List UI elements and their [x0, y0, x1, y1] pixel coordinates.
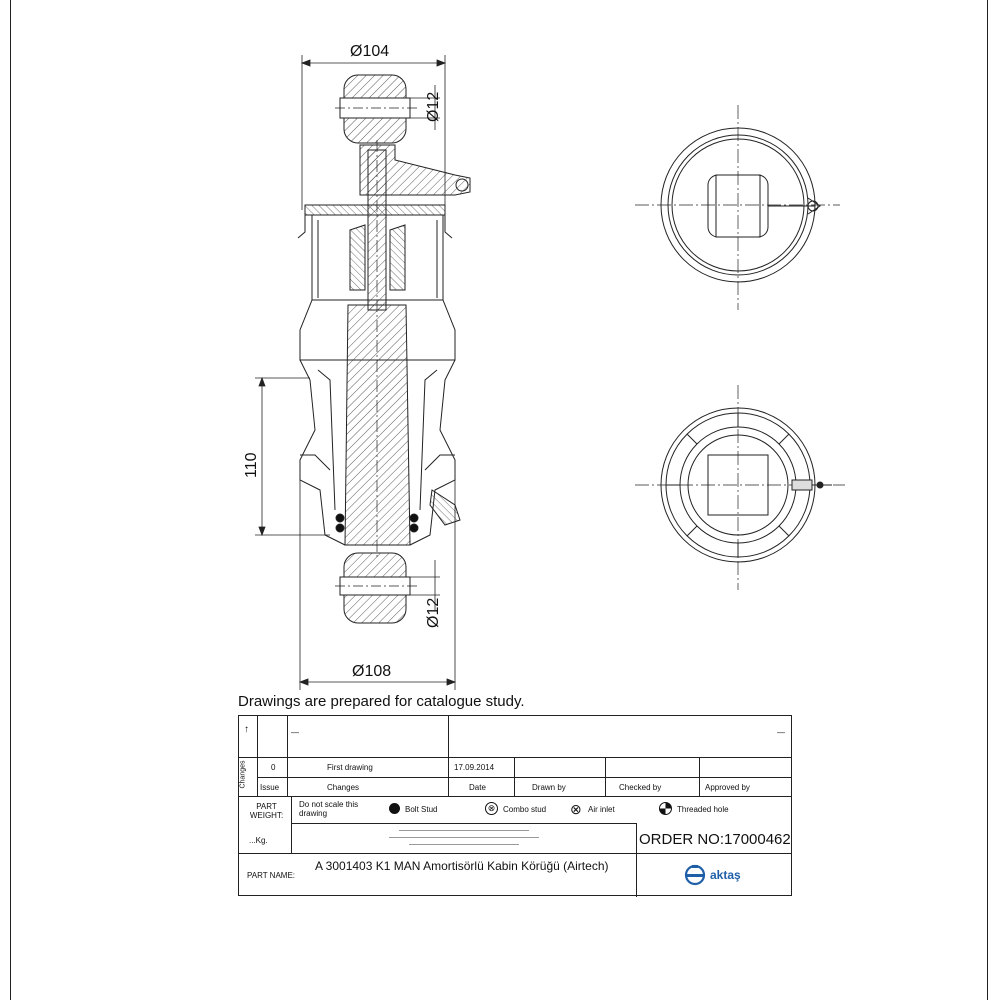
aktas-logo-icon — [684, 864, 706, 886]
header-date: Date — [469, 783, 486, 792]
scale-note: Do not scale this drawing — [299, 800, 359, 818]
air-inlet-icon: ⊗ — [570, 801, 582, 817]
fine-print — [389, 828, 539, 851]
legend-threaded-hole: Threaded hole — [677, 805, 729, 814]
aktas-logo — [684, 864, 741, 886]
dim-length: 110 — [243, 452, 260, 478]
part-weight-label: PART WEIGHT: — [249, 802, 284, 820]
air-inlet — [430, 490, 460, 525]
header-issue: Issue — [260, 783, 280, 792]
legend-bolt-stud: Bolt Stud — [405, 805, 438, 814]
part-name-label: PART NAME: — [247, 871, 296, 880]
revision-date: 17.09.2014 — [454, 763, 495, 772]
header-changes: Changes — [327, 783, 360, 792]
header-approved-by: Approved by — [705, 783, 750, 792]
changes-side-label: Changes — [239, 760, 247, 789]
header-drawn-by: Drawn by — [532, 783, 566, 792]
brand-name: aktaş — [710, 868, 741, 882]
revision-change: First drawing — [327, 763, 373, 772]
dim-bottom-bolt: Ø12 — [425, 597, 442, 628]
threaded-hole-icon — [659, 802, 672, 815]
section-view — [298, 75, 470, 623]
bottom-view — [635, 385, 845, 590]
dim-bottom-diameter: Ø108 — [352, 663, 392, 680]
combo-stud-icon: ⊗ — [485, 802, 498, 815]
arrow-icon: ↑ — [244, 724, 249, 735]
dash-mark: — — [291, 728, 299, 737]
weight-unit: ...Kg. — [249, 836, 268, 845]
revision-issue: 0 — [271, 763, 276, 772]
legend-air-inlet: Air inlet — [588, 805, 615, 814]
damper-body — [345, 305, 410, 545]
legend-combo-stud: Combo stud — [503, 805, 547, 814]
header-checked-by: Checked by — [619, 783, 662, 792]
bolt-stud-icon — [389, 803, 400, 814]
dim-top-diameter: Ø104 — [350, 43, 390, 60]
part-name: A 3001403 K1 MAN Amortisörlü Kabin Körüğü (Airtech) — [315, 859, 609, 873]
top-view — [635, 105, 840, 310]
title-block — [238, 715, 792, 896]
catalogue-note: Drawings are prepared for catalogue study. — [238, 693, 525, 710]
dash-mark-right: — — [777, 728, 785, 737]
dim-top-bolt: Ø12 — [425, 91, 442, 122]
order-number: ORDER NO:17000462 — [639, 831, 791, 848]
